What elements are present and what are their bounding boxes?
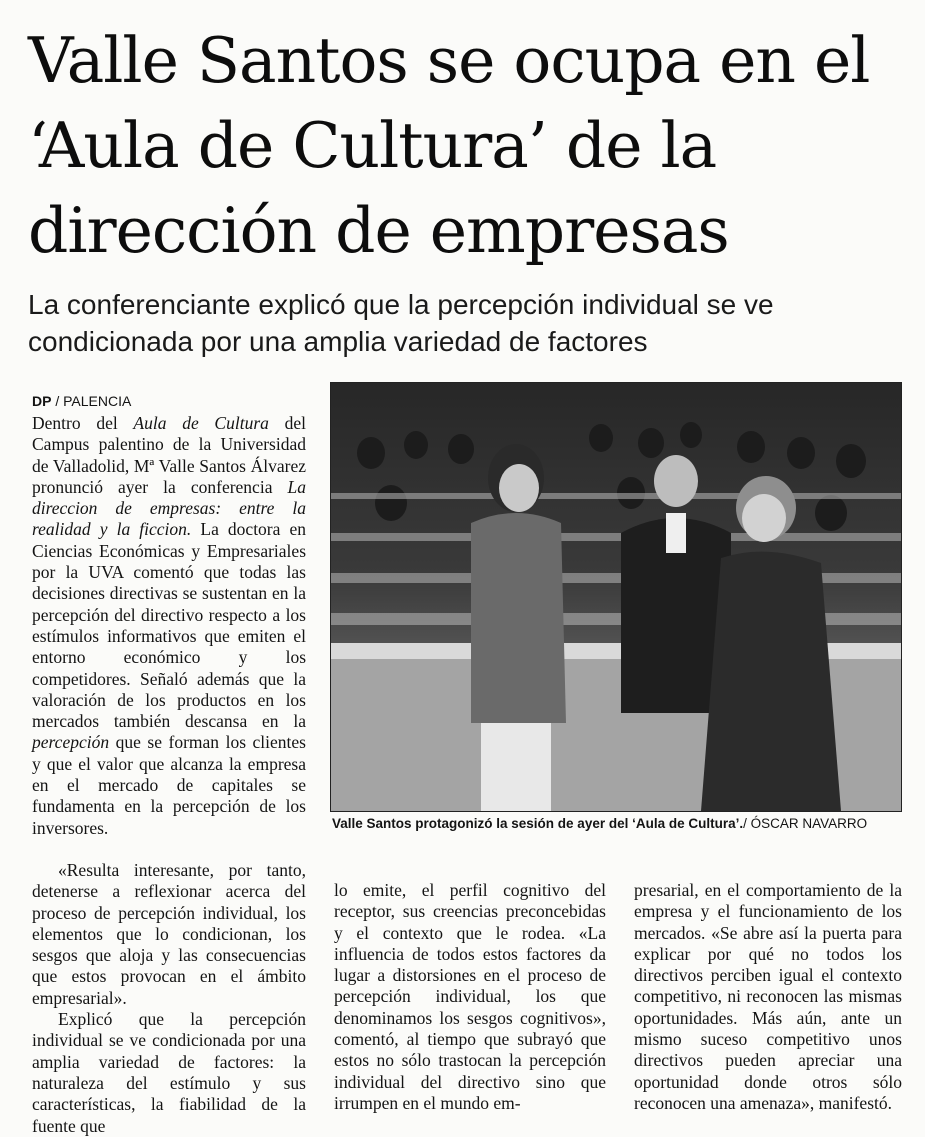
- column-3: [634, 880, 902, 1114]
- text-run-italic: percepción: [32, 732, 110, 753]
- paragraph-3: Explicó que la percepción individual se ve condicionada por una amplia variedad de factores: la naturaleza del estímulo y sus características, la fiabilidad de la fuente que: [32, 1009, 306, 1136]
- photo-credit: / ÓSCAR NAVARRO: [743, 816, 868, 831]
- paragraph-col2: lo emite, el perfil cognitivo del receptor, sus creencias preconcebidas y el contexto que le rodea. «La influencia de todos estos factores da lugar a distorsiones en el proceso de percepción individual, los que denominamos los sesgos cognitivos», comentó, al tiempo que subrayó que estos no sólo trastocan la percepción individual del directivo sino que irrumpen en el mundo em-: [334, 880, 606, 1113]
- subheadline: La conferenciante explicó que la percepción individual se ve condicionada por una amplia variedad de factores: [28, 289, 774, 357]
- photo-illustration: [331, 383, 901, 811]
- text-run-italic: La direccion de empresas: entre la realidad y la ficcion.: [32, 476, 306, 540]
- column-1: [32, 413, 306, 839]
- photo-caption: [332, 816, 902, 831]
- text-run: que se forman los clientes y que el valor que alcanza la empresa en el mercado de capitales se fundamenta en la percepción de los inversores.: [32, 732, 306, 838]
- paragraph-2: «Resulta interesante, por tanto, detenerse a reflexionar acerca del proceso de percepción individual, los elementos que lo condicionan, los sesgos que aloja y las consecuencias que estos provocan en el ámbito empresarial».: [32, 860, 306, 1008]
- byline-source: DP: [32, 393, 52, 409]
- paragraph-1: [32, 413, 306, 839]
- column-2: [334, 880, 606, 1114]
- text-run: La doctora en Ciencias Económicas y Empresariales por la UVA comentó que todas las decisiones directivas se sustentan en la percepción del directivo respecto a los estímulos informativos que emiten el entorno económico y los competidores. Señaló además que la valoración de los productos en los mercados también descansa en la: [32, 519, 307, 732]
- column-1-lower: [32, 860, 306, 1137]
- text-run: del Campus palentino de la Universidad de Valladolid, Mª Valle Santos Álvarez pronunció ayer la conferencia: [32, 413, 306, 497]
- byline-place: / PALENCIA: [55, 393, 132, 409]
- byline: [32, 393, 131, 409]
- text-run: Dentro del: [32, 413, 134, 433]
- headline: Valle Santos se ocupa en el ‘Aula de Cultura’ de la dirección de empresas: [28, 24, 870, 267]
- caption-text: Valle Santos protagonizó la sesión de ayer del ‘Aula de Cultura’.: [332, 816, 744, 831]
- paragraph-col3: presarial, en el comportamiento de la empresa y el funcionamiento de los mercados. «Se abre así la puerta para explicar por qué no todos los directivos perciben igual el contexto competitivo, ni reconocen las mismas oportunidades. Más aún, ante un mismo suceso competitivo unos directivos pueden apreciar una oportunidad donde otros sólo reconocen una amenaza», manifestó.: [634, 880, 902, 1113]
- text-run-italic: Aula de Cultura: [133, 413, 269, 433]
- article-photo: [330, 382, 902, 812]
